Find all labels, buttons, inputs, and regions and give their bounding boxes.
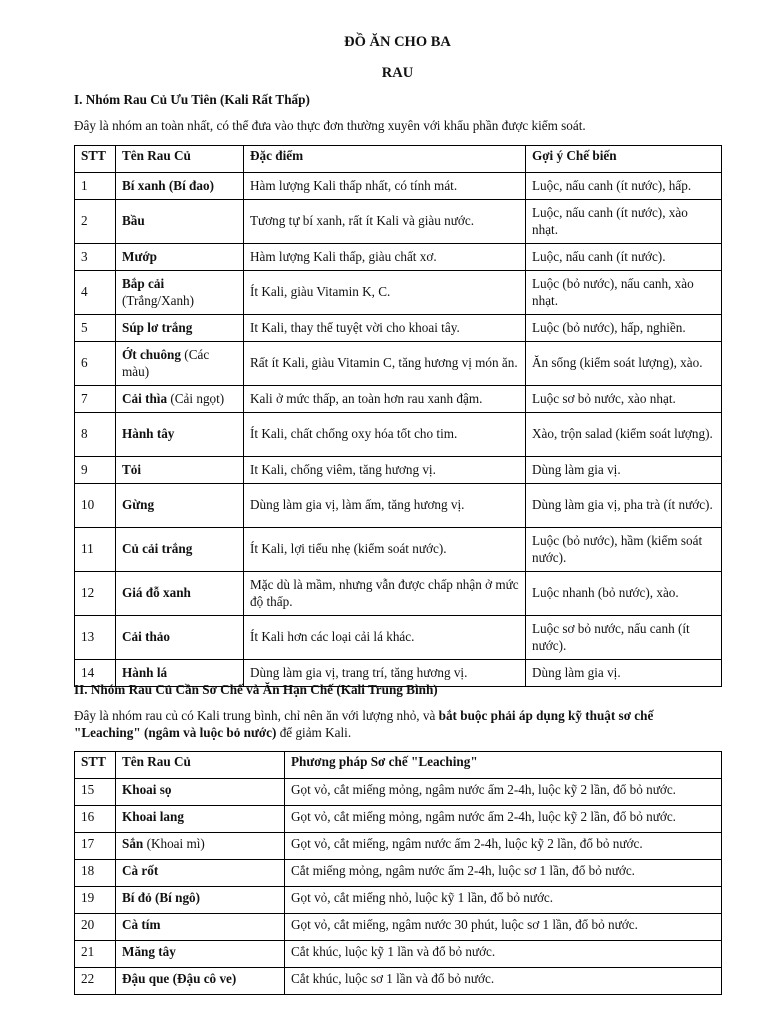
cell-feature: Hàm lượng Kali thấp, giàu chất xơ. — [244, 244, 526, 271]
table-row — [75, 484, 722, 528]
cell-tip: Luộc nhanh (bỏ nước), xào. — [526, 572, 722, 616]
cell-method: Gọt vỏ, cắt miếng, ngâm nước 30 phút, luộc sơ 1 lần, đổ bỏ nước. — [285, 914, 722, 941]
cell-name — [116, 860, 285, 887]
table-row — [75, 914, 722, 941]
cell-tip: Xào, trộn salad (kiểm soát lượng). — [526, 413, 722, 457]
vegetable-name: Khoai sọ — [122, 782, 172, 797]
cell-name — [116, 968, 285, 995]
cell-feature: It Kali, thay thế tuyệt vời cho khoai tây. — [244, 315, 526, 342]
vegetable-name: Cải thảo — [122, 629, 170, 645]
document-subtitle: RAU — [381, 65, 414, 81]
cell-stt: 22 — [75, 968, 116, 995]
cell-stt: 15 — [75, 779, 116, 806]
vegetable-name: Măng tây — [122, 944, 176, 959]
table-row — [75, 968, 722, 995]
cell-tip: Luộc (bỏ nước), hấp, nghiền. — [526, 315, 722, 342]
cell-tip: Luộc, nấu canh (ít nước), hấp. — [526, 173, 722, 200]
cell-feature: Rất ít Kali, giàu Vitamin C, tăng hương vị món ăn. — [244, 342, 526, 386]
table-row — [75, 457, 722, 484]
cell-stt: 14 — [75, 660, 116, 687]
table-row — [75, 413, 722, 457]
cell-feature: Ít Kali, giàu Vitamin K, C. — [244, 271, 526, 315]
section1-intro: Đây là nhóm an toàn nhất, có thể đưa vào thực đơn thường xuyên với khẩu phần được kiểm soát. — [74, 118, 586, 133]
vegetable-name: Đậu que (Đậu cô ve) — [122, 971, 237, 986]
table-header-row — [75, 146, 722, 173]
vegetable-name: Bí đỏ (Bí ngô) — [122, 890, 201, 905]
cell-method: Cắt miếng mỏng, ngâm nước ấm 2-4h, luộc sơ 1 lần, đổ bỏ nước. — [285, 860, 722, 887]
vegetable-name: Gừng — [122, 497, 155, 513]
vegetable-name: Bí xanh (Bí đao) — [122, 177, 214, 193]
col-header-method: Phương pháp Sơ chế "Leaching" — [285, 752, 722, 779]
section1-heading: I. Nhóm Rau Củ Ưu Tiên (Kali Rất Thấp) — [74, 92, 310, 107]
cell-feature: Ít Kali, lợi tiểu nhẹ (kiểm soát nước). — [244, 528, 526, 572]
table-row — [75, 616, 722, 660]
cell-tip: Luộc (bỏ nước), nấu canh, xào nhạt. — [526, 271, 722, 315]
cell-tip: Dùng làm gia vị. — [526, 457, 722, 484]
cell-name — [116, 244, 244, 271]
table-row — [75, 271, 722, 315]
cell-name — [116, 386, 244, 413]
vegetable-name: Súp lơ trắng — [122, 319, 193, 335]
section2-intro-emphasis: bắt buộc phải áp dụng kỹ thuật sơ chế "Leaching" (ngâm và luộc bỏ nước) — [74, 708, 654, 740]
cell-stt: 11 — [75, 528, 116, 572]
vegetable-name: Mướp — [122, 248, 157, 264]
cell-stt: 4 — [75, 271, 116, 315]
low-potassium-table — [74, 145, 722, 687]
cell-name — [116, 173, 244, 200]
cell-stt: 17 — [75, 833, 116, 860]
col-header-name: Tên Rau Củ — [116, 752, 285, 779]
cell-name — [116, 413, 244, 457]
cell-stt: 9 — [75, 457, 116, 484]
vegetable-name: Sắn — [122, 836, 144, 851]
cell-stt: 8 — [75, 413, 116, 457]
table-row — [75, 200, 722, 244]
vegetable-name: Giá đỗ xanh — [122, 585, 191, 601]
table-row — [75, 386, 722, 413]
table-row — [75, 173, 722, 200]
cell-tip: Luộc, nấu canh (ít nước). — [526, 244, 722, 271]
cell-name — [116, 342, 244, 386]
vegetable-name: Bắp cải — [122, 276, 165, 291]
cell-method: Gọt vỏ, cắt miếng mỏng, ngâm nước ấm 2-4h, luộc kỹ 2 lần, đổ bỏ nước. — [285, 779, 722, 806]
cell-stt: 20 — [75, 914, 116, 941]
vegetable-name: Khoai lang — [122, 809, 184, 824]
vegetable-name-extra: (Trắng/Xanh) — [122, 292, 195, 308]
vegetable-name: Hành tây — [122, 426, 175, 442]
cell-tip: Dùng làm gia vị, pha trà (ít nước). — [526, 484, 722, 528]
cell-stt: 13 — [75, 616, 116, 660]
cell-name — [116, 914, 285, 941]
vegetable-name: Tỏi — [122, 461, 142, 477]
cell-name — [116, 887, 285, 914]
table-row — [75, 833, 722, 860]
col-header-stt: STT — [75, 752, 116, 779]
vegetable-name: Ớt chuông — [122, 347, 181, 362]
cell-stt: 19 — [75, 887, 116, 914]
cell-name — [116, 315, 244, 342]
table-row — [75, 528, 722, 572]
cell-tip: Luộc (bỏ nước), hầm (kiểm soát nước). — [526, 528, 722, 572]
section2-intro-text: Đây là nhóm rau củ có Kali trung bình, chỉ nên ăn với lượng nhỏ, và — [74, 708, 439, 723]
cell-name — [116, 833, 285, 860]
vegetable-name-extra: (Khoai mì) — [143, 836, 205, 851]
cell-stt: 21 — [75, 941, 116, 968]
table-row — [75, 244, 722, 271]
cell-stt: 7 — [75, 386, 116, 413]
table-row — [75, 342, 722, 386]
cell-name — [116, 941, 285, 968]
cell-tip: Ăn sống (kiểm soát lượng), xào. — [526, 342, 722, 386]
cell-name — [116, 616, 244, 660]
cell-name — [116, 271, 244, 315]
cell-feature: It Kali, chống viêm, tăng hương vị. — [244, 457, 526, 484]
cell-feature: Mặc dù là mầm, nhưng vẫn được chấp nhận ở mức độ thấp. — [244, 572, 526, 616]
document-title: ĐỒ ĂN CHO BA — [344, 34, 451, 50]
table-row — [75, 887, 722, 914]
cell-feature: Hàm lượng Kali thấp nhất, có tính mát. — [244, 173, 526, 200]
vegetable-name: Bầu — [122, 213, 145, 229]
col-header-stt: STT — [75, 146, 116, 173]
cell-stt: 2 — [75, 200, 116, 244]
cell-method: Gọt vỏ, cắt miếng, ngâm nước ấm 2-4h, luộc kỹ 2 lần, đổ bỏ nước. — [285, 833, 722, 860]
vegetable-name: Củ cải trắng — [122, 541, 193, 557]
col-header-name: Tên Rau Củ — [116, 146, 244, 173]
col-header-feature: Đặc điểm — [244, 146, 526, 173]
medium-potassium-table — [74, 751, 722, 995]
table-header-row — [75, 752, 722, 779]
cell-feature: Kali ở mức thấp, an toàn hơn rau xanh đậm. — [244, 386, 526, 413]
cell-feature: Ít Kali hơn các loại cải lá khác. — [244, 616, 526, 660]
cell-stt: 5 — [75, 315, 116, 342]
table-row — [75, 572, 722, 616]
col-header-tip: Gợi ý Chế biến — [526, 146, 722, 173]
cell-name — [116, 200, 244, 244]
table-row — [75, 779, 722, 806]
cell-feature: Dùng làm gia vị, làm ấm, tăng hương vị. — [244, 484, 526, 528]
cell-feature: Ít Kali, chất chống oxy hóa tốt cho tim. — [244, 413, 526, 457]
cell-name — [116, 457, 244, 484]
cell-method: Gọt vỏ, cắt miếng mỏng, ngâm nước ấm 2-4h, luộc kỹ 2 lần, đổ bỏ nước. — [285, 806, 722, 833]
section2-intro — [74, 708, 721, 741]
vegetable-name: Cải thìa — [122, 390, 168, 406]
table-row — [75, 941, 722, 968]
vegetable-name: Cà tím — [122, 917, 161, 932]
cell-tip: Luộc sơ bỏ nước, nấu canh (ít nước). — [526, 616, 722, 660]
section2-intro-tail: để giảm Kali. — [276, 724, 352, 740]
cell-stt: 6 — [75, 342, 116, 386]
section2-heading: II. Nhóm Rau Củ Cần Sơ Chế và Ăn Hạn Chế (Kali Trung Bình) — [74, 682, 438, 697]
cell-stt: 12 — [75, 572, 116, 616]
cell-name — [116, 806, 285, 833]
cell-feature: Dùng làm gia vị, trang trí, tăng hương vị. — [244, 660, 526, 687]
table-row — [75, 315, 722, 342]
cell-stt: 16 — [75, 806, 116, 833]
table-row — [75, 860, 722, 887]
cell-name — [116, 572, 244, 616]
vegetable-name: Cà rốt — [122, 863, 159, 878]
cell-name — [116, 528, 244, 572]
table-row — [75, 806, 722, 833]
cell-method: Gọt vỏ, cắt miếng nhỏ, luộc kỹ 1 lần, đổ bỏ nước. — [285, 887, 722, 914]
cell-tip: Luộc, nấu canh (ít nước), xào nhạt. — [526, 200, 722, 244]
cell-stt: 1 — [75, 173, 116, 200]
cell-method: Cắt khúc, luộc sơ 1 lần và đổ bỏ nước. — [285, 968, 722, 995]
cell-feature: Tương tự bí xanh, rất ít Kali và giàu nước. — [244, 200, 526, 244]
cell-method: Cắt khúc, luộc kỹ 1 lần và đổ bỏ nước. — [285, 941, 722, 968]
vegetable-name-extra: (Cải ngọt) — [167, 390, 225, 406]
cell-stt: 3 — [75, 244, 116, 271]
cell-stt: 18 — [75, 860, 116, 887]
vegetable-name-extra: (Các màu) — [122, 347, 210, 379]
cell-name — [116, 484, 244, 528]
cell-tip: Luộc sơ bỏ nước, xào nhạt. — [526, 386, 722, 413]
cell-stt: 10 — [75, 484, 116, 528]
cell-name — [116, 779, 285, 806]
vegetable-name: Hành lá — [122, 664, 168, 680]
cell-tip: Dùng làm gia vị. — [526, 660, 722, 687]
